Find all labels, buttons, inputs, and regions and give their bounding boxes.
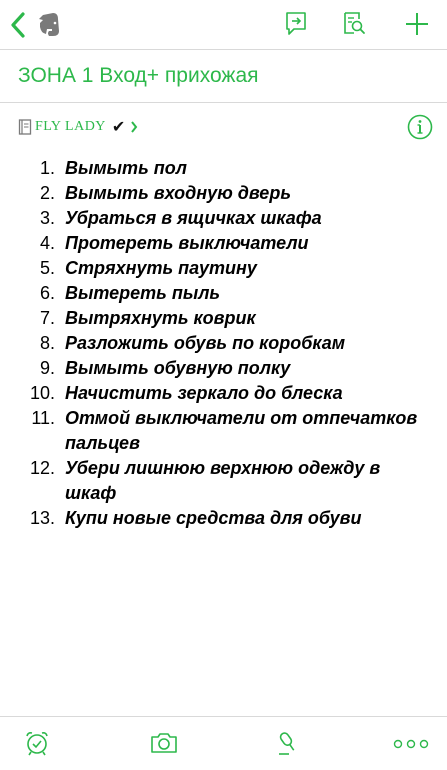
share-icon [284, 11, 308, 37]
list-item-text: Вымыть обувную полку [65, 358, 291, 378]
audio-button[interactable] [275, 729, 301, 757]
list-item [0, 406, 447, 456]
list-item-number: 9. [39, 358, 55, 378]
plus-icon [405, 12, 429, 36]
more-button[interactable] [393, 737, 429, 751]
list-item-text: Отмой выключатели от отпечатков пальцев [65, 408, 418, 453]
list-item-text: Убери лишнюю верхнюю одежду в шкаф [65, 458, 381, 503]
list-item [0, 231, 447, 256]
add-note-button[interactable] [403, 10, 431, 38]
top-toolbar [0, 0, 447, 50]
list-item [0, 281, 447, 306]
list-item-number: 8. [39, 333, 55, 353]
share-button[interactable] [283, 10, 309, 38]
list-item-number: 4. [39, 233, 55, 253]
camera-button[interactable] [150, 729, 178, 757]
list-item-text: Разложить обувь по коробкам [65, 333, 346, 353]
list-item-number: 5. [39, 258, 55, 278]
list-item-text: Вытряхнуть коврик [65, 308, 256, 328]
note-body-list[interactable] [0, 156, 447, 531]
list-item [0, 356, 447, 381]
list-item-number: 12. [29, 458, 55, 478]
list-item [0, 181, 447, 206]
camera-icon [150, 731, 178, 755]
notebook-check-mark: ✔ [111, 119, 126, 136]
note-title-area[interactable] [0, 51, 447, 103]
search-in-note-icon [342, 11, 366, 37]
bottom-toolbar [0, 716, 447, 770]
search-in-note-button[interactable] [341, 10, 367, 38]
more-dots-icon [393, 739, 429, 749]
list-item-number: 6. [39, 283, 55, 303]
list-item-text: Стряхнуть паутину [65, 258, 257, 278]
list-item-text: Купи новые средства для обуви [65, 508, 362, 528]
list-item-number: 1. [39, 158, 55, 178]
list-item-number: 7. [39, 308, 55, 328]
list-item-number: 13. [29, 508, 55, 528]
list-item [0, 256, 447, 281]
back-button[interactable] [6, 8, 30, 42]
list-item [0, 331, 447, 356]
list-item [0, 381, 447, 406]
list-item [0, 456, 447, 506]
list-item-number: 10. [29, 383, 55, 403]
evernote-elephant-icon [37, 11, 61, 39]
chevron-left-icon [9, 11, 27, 39]
alarm-clock-icon [24, 730, 50, 756]
list-item-text: Вымыть входную дверь [65, 183, 292, 203]
list-item [0, 206, 447, 231]
list-item-number: 3. [39, 208, 55, 228]
notebook-name: FLY LADY [35, 119, 106, 134]
note-meta-row [0, 104, 447, 148]
note-title[interactable]: ЗОНА 1 Вход+ прихожая [18, 64, 259, 87]
microphone-icon [276, 730, 300, 756]
info-icon [407, 114, 433, 140]
list-item-number: 2. [39, 183, 55, 203]
evernote-home-button[interactable] [34, 10, 64, 40]
notebook-link[interactable] [18, 116, 138, 138]
list-item-number: 11. [31, 408, 55, 428]
list-item-text: Начистить зеркало до блеска [65, 383, 343, 403]
reminder-button[interactable] [24, 729, 50, 757]
list-item-text: Вытереть пыль [65, 283, 221, 303]
note-info-button[interactable] [407, 114, 433, 140]
list-item [0, 506, 447, 531]
list-item-text: Убраться в ящичках шкафа [65, 208, 322, 228]
list-item [0, 306, 447, 331]
list-item-text: Вымыть пол [65, 158, 187, 178]
notebook-icon [18, 119, 32, 135]
list-item [0, 156, 447, 181]
list-item-text: Протереть выключатели [65, 233, 309, 253]
chevron-right-icon [130, 121, 138, 133]
